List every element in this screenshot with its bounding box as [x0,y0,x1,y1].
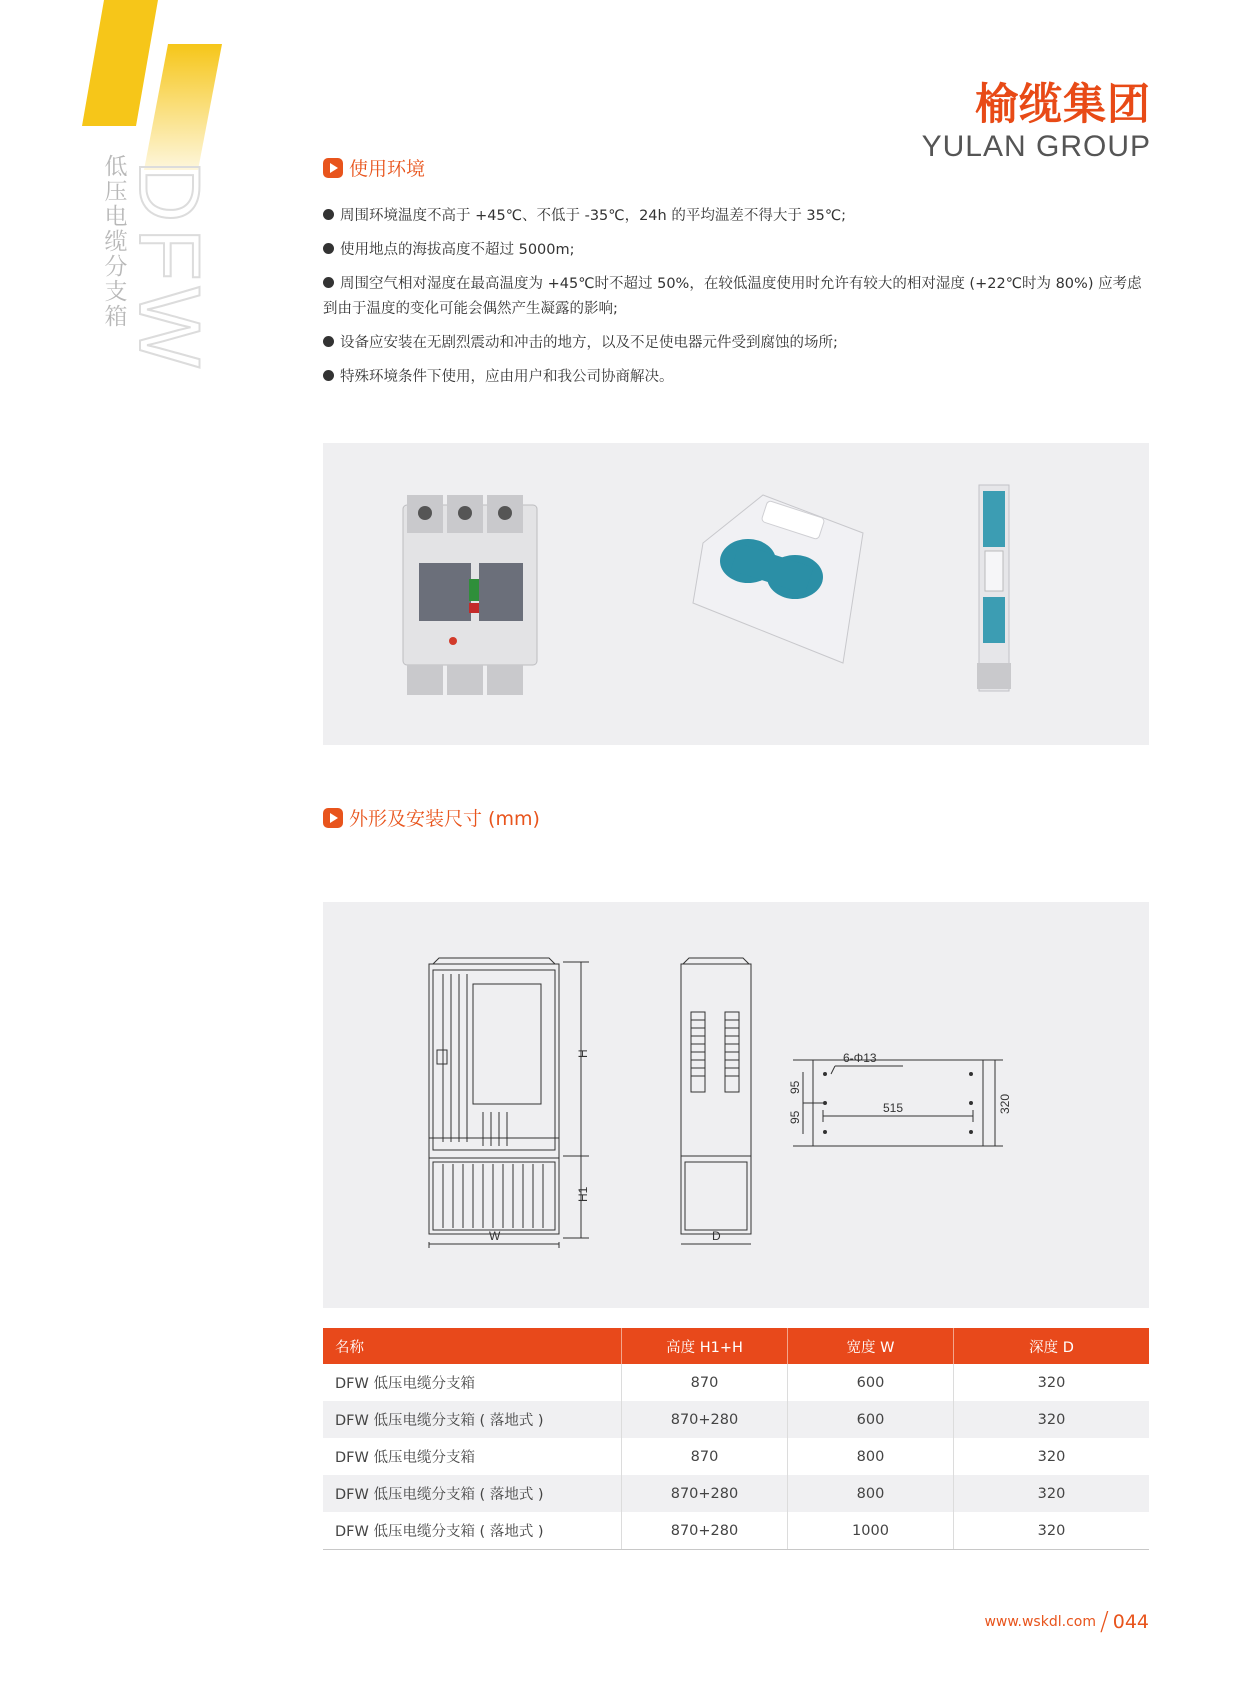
dim-label-span: 515 [883,1101,904,1115]
play-icon [323,808,343,828]
list-item-text: 特殊环境条件下使用，应由用户和我公司协商解决。 [340,369,674,385]
table-cell: 320 [954,1401,1150,1438]
side-char: 箱 [104,304,128,330]
table-cell: 320 [954,1512,1150,1550]
brand-name-cn: 榆缆集团 [975,80,1151,130]
table-cell: 800 [788,1475,954,1512]
dim-label-w: W [489,1229,501,1243]
dim-label-depth: 320 [998,1093,1012,1114]
environment-list [323,204,1149,399]
dim-label-pitch2: 95 [788,1110,802,1124]
table-cell: 320 [954,1475,1150,1512]
table-cell: 320 [1037,1448,1066,1465]
table-cell: 1000 [788,1512,954,1550]
list-item-text: 使用地点的海拔高度不超过 5000m; [340,242,575,258]
table-cell: DFW 低压电缆分支箱 [323,1364,622,1401]
dimension-drawing-svg [323,902,1149,1308]
section-title-environment [323,154,425,181]
footer-divider: / [1099,1607,1109,1637]
dim-label-pitch1: 95 [788,1080,802,1094]
table-cell: 870+280 [622,1401,788,1438]
bullet-dot-icon [323,277,334,288]
table-cell: 870+280 [622,1475,788,1512]
list-item-text: 设备应安装在无剧烈震动和冲击的地方，以及不足使电器元件受到腐蚀的场所; [340,335,838,351]
side-char: 电 [104,204,128,230]
dimensions-table [323,1328,1149,1550]
table-cell: DFW 低压电缆分支箱 ( 落地式 ) [323,1475,622,1512]
strip-fuse-switch-image [977,485,1011,691]
bullet-dot-icon [323,243,334,254]
table-cell: 870 [622,1364,788,1401]
table-row [323,1401,1149,1438]
yellow-slash-decoration [0,0,240,170]
side-big-text: DFW [121,160,217,374]
dim-label-holes: 6-Φ13 [843,1051,877,1065]
table-cell: 800 [788,1438,954,1475]
section-title-text: 使用环境 [349,158,426,180]
table-row [323,1512,1149,1550]
table-header-cell: 高度 H1+H [622,1328,788,1364]
bullet-dot-icon [323,336,334,347]
list-item-text: 周围空气相对湿度在最高温度为 +45℃时不超过 50%，在较低温度使用时允许有较大的相对湿度 (+22℃时为 80%) 应考虑到由于温度的变化可能会偶然产生凝露的影响; [323,276,1142,317]
dim-label-h1: H1 [576,1186,590,1202]
fuse-switch-image [693,495,863,663]
list-item [323,238,1149,263]
product-photos [323,443,1149,745]
side-char: 支 [104,279,128,305]
table-cell: 600 [788,1401,954,1438]
table-cell: DFW 低压电缆分支箱 ( 落地式 ) [323,1512,622,1550]
side-char: 低 [104,154,128,180]
list-item [323,204,1149,229]
website-link[interactable]: www.wskdl.com [984,1614,1096,1630]
bullet-dot-icon [323,209,334,220]
list-item [323,331,1149,356]
table-header-row [323,1328,1149,1364]
brand-logo [922,80,1151,164]
product-photos-svg [323,443,1149,745]
section-title-dimensions [323,804,540,831]
table-row [323,1438,1149,1475]
table-cell: 870+280 [622,1512,788,1550]
side-big-model-text [121,160,217,460]
table-row [323,1475,1149,1512]
table-cell: 320 [1037,1374,1066,1391]
list-item [323,272,1149,322]
table-header-cell: 深度 D [954,1328,1150,1364]
bullet-dot-icon [323,370,334,381]
table-header-cell: 名称 [323,1328,622,1364]
page-number: 044 [1112,1611,1149,1633]
front-view-drawing [429,958,589,1248]
table-cell: 600 [788,1364,954,1401]
table-cell: DFW 低压电缆分支箱 [323,1438,622,1475]
page-footer [984,1607,1149,1637]
table-cell: 870 [622,1438,788,1475]
side-char: 压 [104,179,128,205]
circuit-breaker-image [403,495,537,695]
brand-name-en: YULAN GROUP [921,130,1151,163]
side-view-drawing [681,958,751,1244]
side-char: 分 [104,254,128,280]
side-char: 缆 [104,229,128,255]
table-header-cell: 宽度 W [788,1328,954,1364]
dimension-drawing [323,902,1149,1308]
table-row [323,1364,1149,1401]
dim-label-d: D [712,1229,721,1243]
section-title-text: 外形及安装尺寸 (mm) [349,808,540,830]
dim-label-h: H [576,1049,590,1058]
table-cell: DFW 低压电缆分支箱 ( 落地式 ) [323,1401,622,1438]
list-item [323,365,1149,390]
play-icon [323,158,343,178]
list-item-text: 周围环境温度不高于 +45℃、不低于 -35℃，24h 的平均温差不得大于 35℃; [340,208,847,224]
